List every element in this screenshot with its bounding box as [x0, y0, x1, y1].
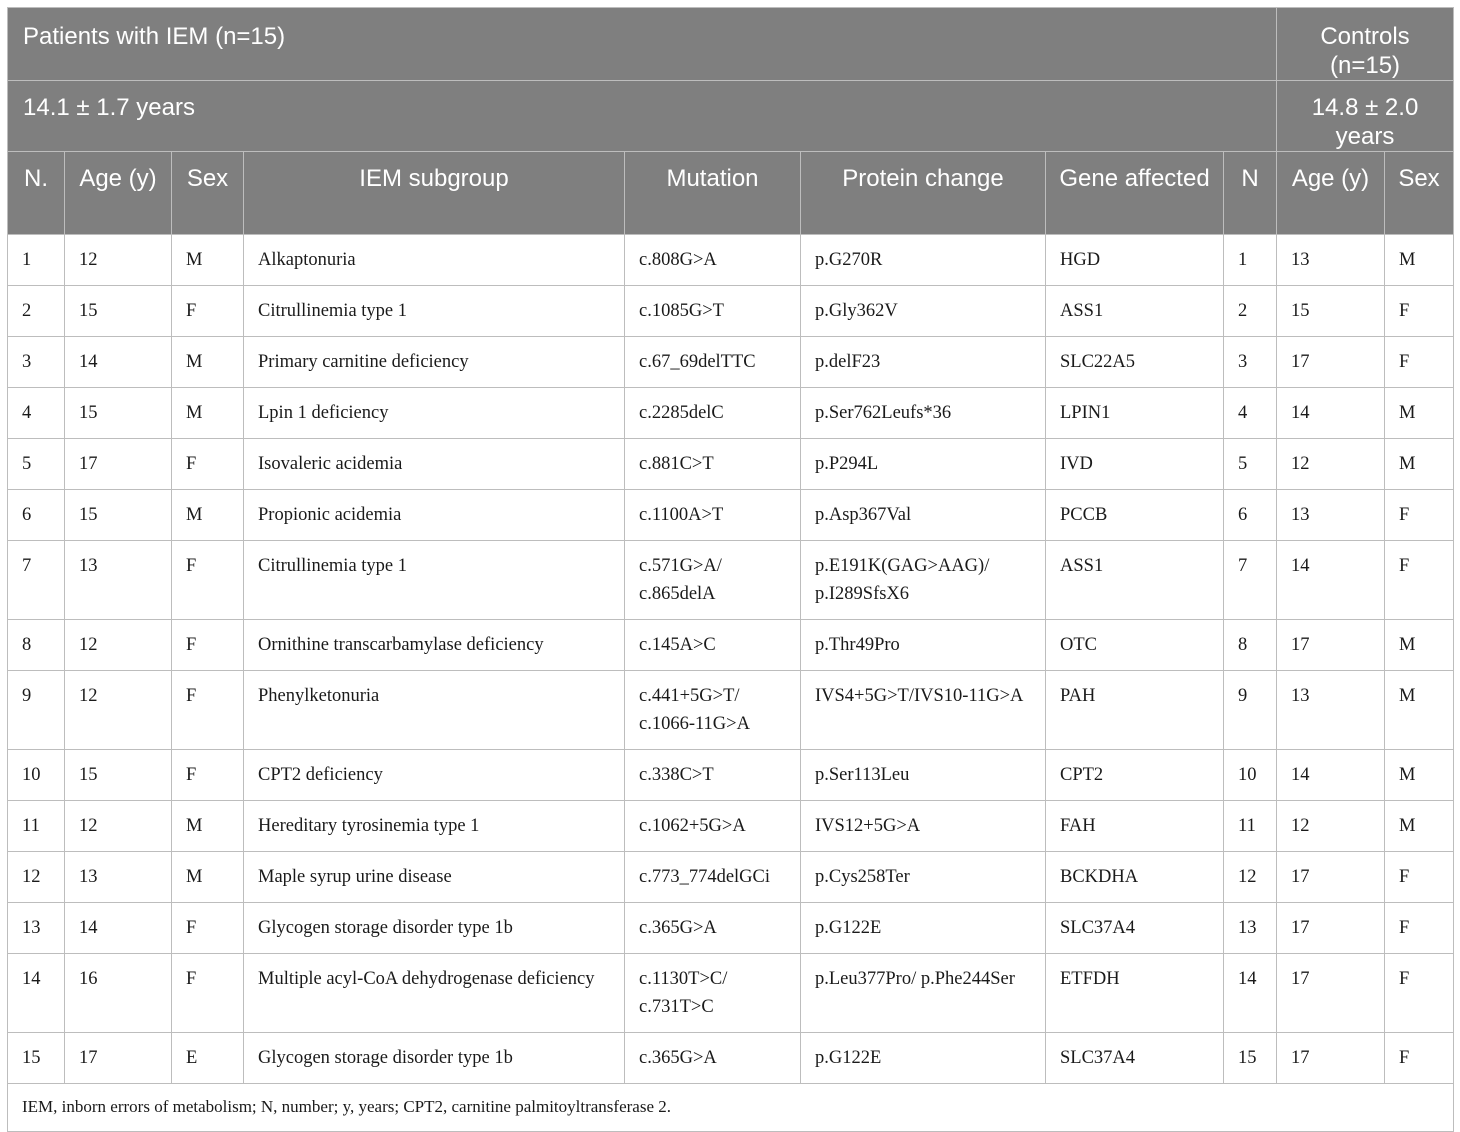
control-age-cell: 12	[1277, 801, 1385, 852]
table-row	[8, 337, 1454, 388]
gene-affected-cell: PCCB	[1046, 490, 1224, 541]
iem-subgroup-cell: Isovaleric acidemia	[244, 439, 625, 490]
footnote-row	[8, 1084, 1454, 1132]
iem-subgroup-cell: Citrullinemia type 1	[244, 541, 625, 620]
table-row	[8, 541, 1454, 620]
column-header-row	[8, 152, 1454, 235]
gene-affected-cell: CPT2	[1046, 750, 1224, 801]
patient-number-cell: 3	[8, 337, 65, 388]
gene-affected-cell: OTC	[1046, 620, 1224, 671]
age-summary-row	[8, 81, 1454, 152]
gene-affected-cell: IVD	[1046, 439, 1224, 490]
table-row	[8, 620, 1454, 671]
mutation-cell: c.338C>T	[625, 750, 801, 801]
col-header-sex: Sex	[172, 152, 244, 235]
control-sex-cell: F	[1385, 852, 1454, 903]
mutation-cell: c.1130T>C/ c.731T>C	[625, 954, 801, 1033]
control-age-cell: 13	[1277, 235, 1385, 286]
control-sex-cell: F	[1385, 286, 1454, 337]
control-sex-cell: M	[1385, 388, 1454, 439]
col-header-protein-change: Protein change	[801, 152, 1046, 235]
patient-sex-cell: F	[172, 671, 244, 750]
patient-sex-cell: F	[172, 439, 244, 490]
control-sex-cell: M	[1385, 801, 1454, 852]
control-number-cell: 6	[1224, 490, 1277, 541]
controls-age-summary: 14.8 ± 2.0 years	[1277, 81, 1454, 152]
control-number-cell: 9	[1224, 671, 1277, 750]
patient-sex-cell: M	[172, 801, 244, 852]
control-number-cell: 15	[1224, 1033, 1277, 1084]
gene-affected-cell: SLC22A5	[1046, 337, 1224, 388]
protein-change-cell: p.Asp367Val	[801, 490, 1046, 541]
iem-subgroup-cell: Glycogen storage disorder type 1b	[244, 1033, 625, 1084]
patient-sex-cell: E	[172, 1033, 244, 1084]
patient-number-cell: 4	[8, 388, 65, 439]
patients-group-header: Patients with IEM (n=15)	[8, 8, 1277, 81]
gene-affected-cell: SLC37A4	[1046, 1033, 1224, 1084]
mutation-cell: c.808G>A	[625, 235, 801, 286]
control-sex-cell: M	[1385, 439, 1454, 490]
col-header-gene-affected: Gene affected	[1046, 152, 1224, 235]
control-sex-cell: M	[1385, 235, 1454, 286]
protein-change-cell: p.Ser762Leufs*36	[801, 388, 1046, 439]
patient-sex-cell: M	[172, 388, 244, 439]
control-number-cell: 4	[1224, 388, 1277, 439]
table-row	[8, 801, 1454, 852]
control-number-cell: 11	[1224, 801, 1277, 852]
table-row	[8, 954, 1454, 1033]
patient-number-cell: 7	[8, 541, 65, 620]
patient-age-cell: 13	[65, 852, 172, 903]
control-sex-cell: F	[1385, 903, 1454, 954]
control-sex-cell: F	[1385, 490, 1454, 541]
gene-affected-cell: ASS1	[1046, 541, 1224, 620]
mutation-cell: c.1085G>T	[625, 286, 801, 337]
gene-affected-cell: ETFDH	[1046, 954, 1224, 1033]
protein-change-cell: p.delF23	[801, 337, 1046, 388]
control-age-cell: 17	[1277, 954, 1385, 1033]
table-row	[8, 852, 1454, 903]
control-sex-cell: F	[1385, 954, 1454, 1033]
col-header-iem-subgroup: IEM subgroup	[244, 152, 625, 235]
control-number-cell: 2	[1224, 286, 1277, 337]
gene-affected-cell: LPIN1	[1046, 388, 1224, 439]
col-header-mutation: Mutation	[625, 152, 801, 235]
mutation-cell: c.773_774delGCi	[625, 852, 801, 903]
gene-affected-cell: BCKDHA	[1046, 852, 1224, 903]
control-age-cell: 17	[1277, 1033, 1385, 1084]
patient-sex-cell: M	[172, 337, 244, 388]
col-header-control-age: Age (y)	[1277, 152, 1385, 235]
control-sex-cell: F	[1385, 337, 1454, 388]
patients-age-summary: 14.1 ± 1.7 years	[8, 81, 1277, 152]
iem-subgroup-cell: CPT2 deficiency	[244, 750, 625, 801]
mutation-cell: c.2285delC	[625, 388, 801, 439]
mutation-cell: c.365G>A	[625, 903, 801, 954]
protein-change-cell: p.G122E	[801, 1033, 1046, 1084]
mutation-cell: c.1100A>T	[625, 490, 801, 541]
patient-age-cell: 17	[65, 439, 172, 490]
patient-age-cell: 12	[65, 235, 172, 286]
table-row	[8, 750, 1454, 801]
mutation-cell: c.1062+5G>A	[625, 801, 801, 852]
table-row	[8, 671, 1454, 750]
protein-change-cell: IVS12+5G>A	[801, 801, 1046, 852]
patient-number-cell: 15	[8, 1033, 65, 1084]
patient-sex-cell: F	[172, 750, 244, 801]
protein-change-cell: p.E191K(GAG>AAG)/ p.I289SfsX6	[801, 541, 1046, 620]
patient-age-cell: 17	[65, 1033, 172, 1084]
patient-age-cell: 12	[65, 620, 172, 671]
patient-age-cell: 12	[65, 801, 172, 852]
control-number-cell: 14	[1224, 954, 1277, 1033]
control-sex-cell: M	[1385, 620, 1454, 671]
patient-age-cell: 15	[65, 750, 172, 801]
col-header-control-sex: Sex	[1385, 152, 1454, 235]
control-age-cell: 15	[1277, 286, 1385, 337]
patient-age-cell: 13	[65, 541, 172, 620]
control-sex-cell: F	[1385, 541, 1454, 620]
table-row	[8, 235, 1454, 286]
patient-sex-cell: F	[172, 903, 244, 954]
patient-sex-cell: M	[172, 490, 244, 541]
protein-change-cell: IVS4+5G>T/IVS10-11G>A	[801, 671, 1046, 750]
iem-subgroup-cell: Multiple acyl-CoA dehydrogenase deficiency	[244, 954, 625, 1033]
iem-subgroup-cell: Hereditary tyrosinemia type 1	[244, 801, 625, 852]
iem-subgroup-cell: Phenylketonuria	[244, 671, 625, 750]
table-container	[7, 7, 1453, 1132]
patient-age-cell: 15	[65, 388, 172, 439]
control-number-cell: 3	[1224, 337, 1277, 388]
iem-subgroup-cell: Citrullinemia type 1	[244, 286, 625, 337]
patient-age-cell: 15	[65, 490, 172, 541]
patient-number-cell: 9	[8, 671, 65, 750]
patient-number-cell: 12	[8, 852, 65, 903]
patient-number-cell: 8	[8, 620, 65, 671]
iem-subgroup-cell: Alkaptonuria	[244, 235, 625, 286]
protein-change-cell: p.P294L	[801, 439, 1046, 490]
control-number-cell: 13	[1224, 903, 1277, 954]
patient-sex-cell: F	[172, 541, 244, 620]
control-number-cell: 5	[1224, 439, 1277, 490]
iem-subgroup-cell: Primary carnitine deficiency	[244, 337, 625, 388]
iem-patients-table	[7, 7, 1454, 1132]
table-row	[8, 286, 1454, 337]
patient-age-cell: 16	[65, 954, 172, 1033]
control-number-cell: 8	[1224, 620, 1277, 671]
table-row	[8, 439, 1454, 490]
patient-number-cell: 10	[8, 750, 65, 801]
patient-number-cell: 6	[8, 490, 65, 541]
mutation-cell: c.145A>C	[625, 620, 801, 671]
patient-sex-cell: F	[172, 286, 244, 337]
patient-number-cell: 11	[8, 801, 65, 852]
patient-age-cell: 15	[65, 286, 172, 337]
protein-change-cell: p.Gly362V	[801, 286, 1046, 337]
iem-subgroup-cell: Propionic acidemia	[244, 490, 625, 541]
protein-change-cell: p.G122E	[801, 903, 1046, 954]
protein-change-cell: p.Ser113Leu	[801, 750, 1046, 801]
mutation-cell: c.365G>A	[625, 1033, 801, 1084]
patient-age-cell: 14	[65, 903, 172, 954]
controls-group-header: Controls (n=15)	[1277, 8, 1454, 81]
table-row	[8, 388, 1454, 439]
group-header-row	[8, 8, 1454, 81]
control-age-cell: 13	[1277, 490, 1385, 541]
patient-age-cell: 14	[65, 337, 172, 388]
control-number-cell: 7	[1224, 541, 1277, 620]
patient-number-cell: 2	[8, 286, 65, 337]
control-age-cell: 17	[1277, 620, 1385, 671]
col-header-control-n: N	[1224, 152, 1277, 235]
control-age-cell: 14	[1277, 388, 1385, 439]
mutation-cell: c.881C>T	[625, 439, 801, 490]
patient-sex-cell: M	[172, 852, 244, 903]
col-header-age: Age (y)	[65, 152, 172, 235]
patient-sex-cell: F	[172, 954, 244, 1033]
patient-number-cell: 14	[8, 954, 65, 1033]
control-sex-cell: M	[1385, 671, 1454, 750]
patient-number-cell: 13	[8, 903, 65, 954]
patient-sex-cell: F	[172, 620, 244, 671]
iem-subgroup-cell: Glycogen storage disorder type 1b	[244, 903, 625, 954]
mutation-cell: c.441+5G>T/ c.1066-11G>A	[625, 671, 801, 750]
protein-change-cell: p.Thr49Pro	[801, 620, 1046, 671]
table-row	[8, 490, 1454, 541]
patient-age-cell: 12	[65, 671, 172, 750]
mutation-cell: c.571G>A/ c.865delA	[625, 541, 801, 620]
gene-affected-cell: ASS1	[1046, 286, 1224, 337]
protein-change-cell: p.Cys258Ter	[801, 852, 1046, 903]
mutation-cell: c.67_69delTTC	[625, 337, 801, 388]
control-age-cell: 14	[1277, 541, 1385, 620]
gene-affected-cell: HGD	[1046, 235, 1224, 286]
patient-number-cell: 5	[8, 439, 65, 490]
patient-sex-cell: M	[172, 235, 244, 286]
control-age-cell: 13	[1277, 671, 1385, 750]
iem-subgroup-cell: Ornithine transcarbamylase deficiency	[244, 620, 625, 671]
control-number-cell: 10	[1224, 750, 1277, 801]
gene-affected-cell: FAH	[1046, 801, 1224, 852]
patient-number-cell: 1	[8, 235, 65, 286]
control-age-cell: 17	[1277, 852, 1385, 903]
iem-subgroup-cell: Maple syrup urine disease	[244, 852, 625, 903]
control-sex-cell: M	[1385, 750, 1454, 801]
table-row	[8, 1033, 1454, 1084]
gene-affected-cell: PAH	[1046, 671, 1224, 750]
iem-subgroup-cell: Lpin 1 deficiency	[244, 388, 625, 439]
control-age-cell: 17	[1277, 337, 1385, 388]
protein-change-cell: p.G270R	[801, 235, 1046, 286]
control-age-cell: 17	[1277, 903, 1385, 954]
control-number-cell: 12	[1224, 852, 1277, 903]
table-row	[8, 903, 1454, 954]
gene-affected-cell: SLC37A4	[1046, 903, 1224, 954]
control-age-cell: 14	[1277, 750, 1385, 801]
col-header-n: N.	[8, 152, 65, 235]
control-age-cell: 12	[1277, 439, 1385, 490]
control-number-cell: 1	[1224, 235, 1277, 286]
control-sex-cell: F	[1385, 1033, 1454, 1084]
table-body	[8, 235, 1454, 1084]
protein-change-cell: p.Leu377Pro/ p.Phe244Ser	[801, 954, 1046, 1033]
table-footnote: IEM, inborn errors of metabolism; N, number; y, years; CPT2, carnitine palmitoyltransferase 2.	[8, 1084, 1454, 1132]
